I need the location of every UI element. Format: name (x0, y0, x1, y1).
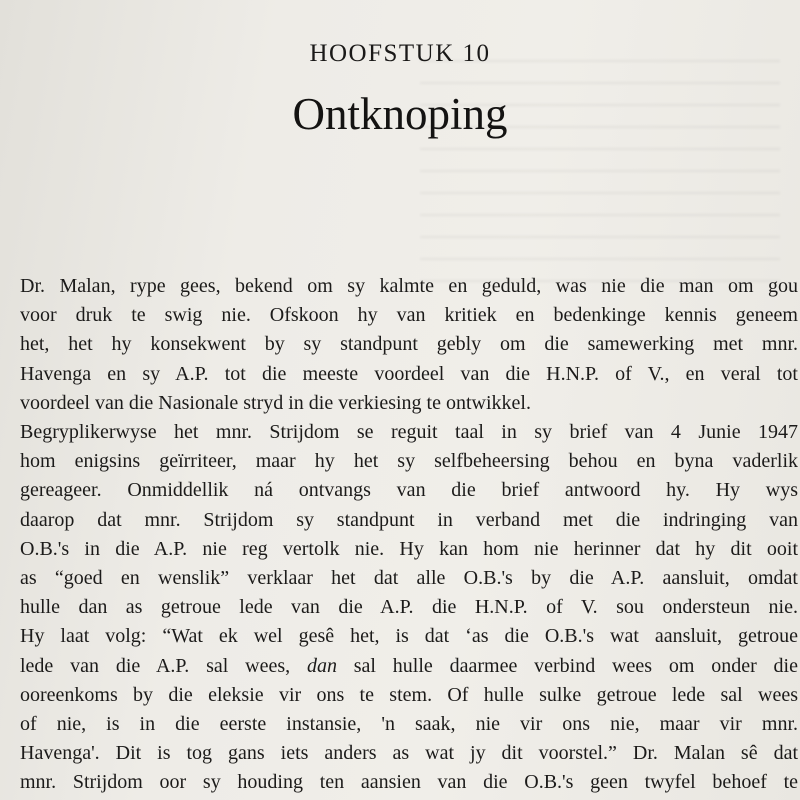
emphasized-word: dan (306, 654, 337, 677)
text-line: O.B.'s in die A.P. nie reg vertolk nie. Hy kan hom nie herinner dat hy dit ooit (20, 537, 798, 560)
chapter-label: HOOFSTUK 10 (309, 40, 491, 67)
text-line: of nie, is in die eerste instansie, 'n saak, nie vir ons nie, maar vir mnr. (20, 713, 798, 736)
text-line: daarop dat mnr. Strijdom sy standpunt in verband met die indringing van (20, 508, 798, 531)
text-line: voordeel van die Nasionale stryd in die verkiesing te ontwikkel. (20, 391, 531, 414)
text-line: Havenga'. Dit is tog gans iets anders as wat jy dit voorstel.” Dr. Malan sê dat (20, 742, 798, 765)
text-line: mnr. Strijdom oor sy houding ten aansien van die O.B.'s geen twyfel behoef te (20, 771, 798, 794)
text-line: Havenga en sy A.P. tot die meeste voordeel van die H.N.P. of V., en veral tot (20, 362, 798, 385)
text-line-with-emphasis (20, 652, 798, 681)
text-line: hom enigsins geïrriteer, maar hy het sy selfbeheersing behou en byna vaderlik (20, 450, 798, 473)
text-segment: lede van die A.P. sal wees, (20, 654, 291, 677)
text-line: as “goed en wenslik” verklaar het dat alle O.B.'s by die A.P. aansluit, omdat (20, 567, 798, 590)
body-text (20, 272, 798, 798)
text-line: ooreenkoms by die eleksie vir ons te stem. Of hulle sulke getroue lede sal wees (20, 683, 798, 706)
text-line: Begryplikerwyse het mnr. Strijdom se reguit taal in sy brief van 4 Junie 1947 (20, 421, 798, 444)
text-line: gereageer. Onmiddellik ná ontvangs van die brief antwoord hy. Hy wys (20, 479, 798, 502)
text-line: het, het hy konsekwent by sy standpunt gebly om die samewerking met mnr. (20, 333, 798, 356)
text-line: hulle dan as getroue lede van die A.P. die H.N.P. of V. sou ondersteun nie. (20, 596, 798, 619)
text-line: Hy laat volg: “Wat ek wel gesê het, is dat ‘as die O.B.'s wat aansluit, getroue (20, 625, 798, 648)
chapter-title: Ontknoping (292, 89, 508, 139)
text-line: voor druk te swig nie. Ofskoon hy van kritiek en bedenkinge kennis geneem (20, 304, 798, 327)
text-line: Dr. Malan, rype gees, bekend om sy kalmte en geduld, was nie die man om gou (20, 275, 798, 297)
text-segment: sal hulle daarmee verbind wees om onder die (353, 654, 798, 677)
